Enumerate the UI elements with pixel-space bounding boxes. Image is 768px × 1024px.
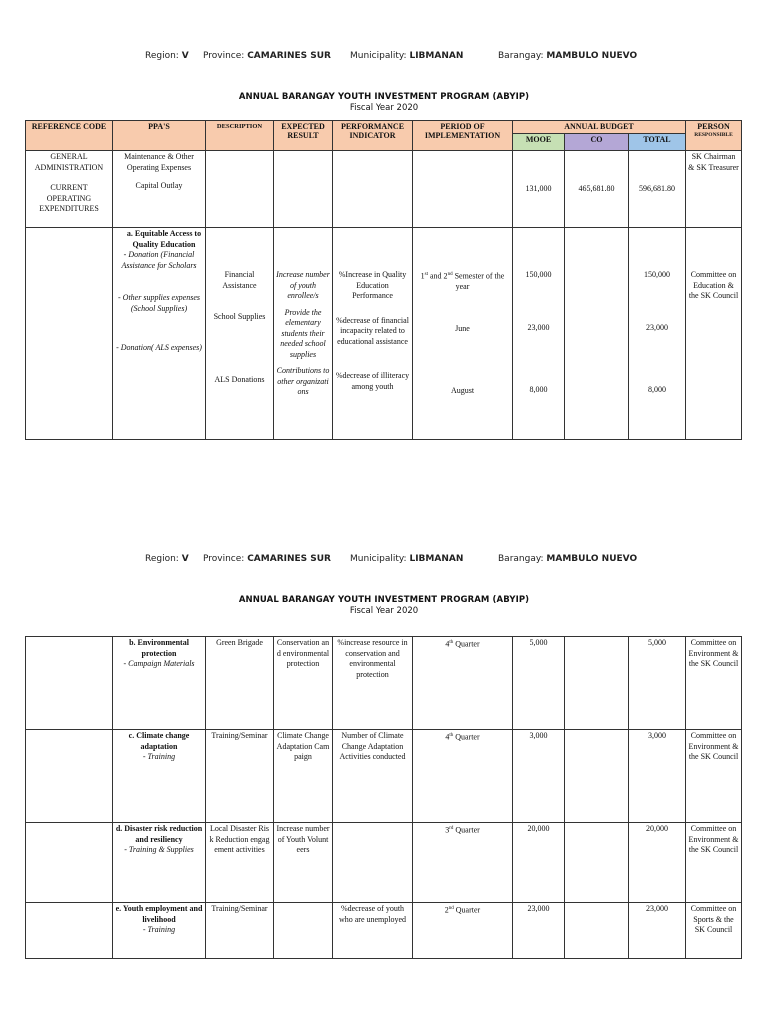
period-part: and 2 — [428, 271, 448, 281]
ppa-item: - Campaign Materials — [123, 659, 195, 668]
person-value: Committee on Education & the SK Council — [688, 270, 739, 300]
description-cell — [206, 151, 274, 228]
expected-cell — [274, 151, 333, 228]
mooe-cell: 131,000 — [513, 151, 565, 228]
exp-enrollees: Increase number of youth enrollee/s — [276, 270, 330, 300]
col-ppas: PPA'S — [113, 121, 206, 151]
abyip-table-continued — [25, 636, 742, 959]
col-expected-result: EXPECTED RESULT — [274, 121, 333, 151]
province-field — [203, 552, 331, 566]
period-number: 3 — [445, 825, 450, 835]
municipality-field — [350, 49, 463, 63]
co-cell — [565, 730, 629, 823]
co-cell — [565, 637, 629, 730]
person-cell: Committee on Sports & the SK Council — [686, 903, 742, 959]
location-header — [0, 49, 768, 63]
period-label: Quarter — [453, 825, 480, 835]
mooe-cell: 23,000 — [513, 903, 565, 959]
period-part: 1 — [420, 271, 425, 281]
period-label: Quarter — [453, 732, 480, 742]
document-title: ANNUAL BARANGAY YOUTH INVESTMENT PROGRAM (ABYIP) — [238, 595, 530, 605]
col-person-responsible — [686, 121, 742, 151]
performance-cell: %decrease of youth who are unemployed — [333, 903, 413, 959]
ppa-cell — [113, 730, 206, 823]
period-august: August — [450, 386, 475, 396]
period-label: Quarter — [453, 639, 480, 649]
region-field — [145, 552, 189, 566]
period-cell — [413, 151, 513, 228]
municipality-value: LIBMANAN — [409, 51, 464, 61]
period-june: June — [455, 323, 470, 333]
period-part: Semester of the year — [452, 271, 505, 292]
table-row — [26, 823, 742, 903]
region-label: Region: — [145, 51, 179, 61]
table-row — [26, 903, 742, 959]
col-description: DESCRIPTION — [206, 121, 274, 151]
col-performance-indicator: PERFORMANCE INDICATOR — [333, 121, 413, 151]
desc-financial-assistance: Financial Assistance — [222, 270, 257, 290]
period-cell — [413, 823, 513, 903]
ref-code-cell — [26, 151, 113, 228]
expected-cell: Climate Change Adaptation Campaign — [274, 730, 333, 823]
desc-school-supplies: School Supplies — [213, 312, 266, 321]
ref-code-cell — [26, 903, 113, 959]
mooe-value: 8,000 — [529, 385, 548, 394]
person-header: PERSON — [697, 122, 730, 131]
ppa-item: - Training & Supplies — [124, 845, 194, 854]
total-cell: 596,681.80 — [629, 151, 686, 228]
period-cell — [413, 228, 513, 440]
period-label: Quarter — [453, 905, 481, 915]
ref-code-cell — [26, 730, 113, 823]
period-suffix: th — [449, 640, 454, 645]
ref-code-cell — [26, 637, 113, 730]
ppa-cell — [113, 228, 206, 440]
total-value: 23,000 — [646, 322, 668, 332]
expected-cell: Conservation and environmental protection — [274, 637, 333, 730]
co-cell — [565, 903, 629, 959]
municipality-value: LIBMANAN — [409, 554, 464, 564]
description-cell: Local Disaster Risk Reduction engagement activities — [206, 823, 274, 903]
province-value: CAMARINES SUR — [247, 51, 331, 61]
ref-current-operating: CURRENT OPERATING EXPENDITURES — [39, 183, 99, 213]
total-value: 150,000 — [644, 270, 670, 279]
ppa-cell — [113, 823, 206, 903]
period-number: 2 — [444, 905, 449, 915]
ppa-school-supplies: - Other supplies expenses (School Supplies) — [118, 293, 200, 313]
person-cell — [686, 228, 742, 440]
period-sup: st — [424, 272, 428, 277]
barangay-label: Barangay: — [498, 554, 544, 564]
person-cell: Committee on Environment & the SK Council — [686, 637, 742, 730]
province-value: CAMARINES SUR — [247, 554, 331, 564]
performance-cell — [333, 151, 413, 228]
co-cell — [565, 228, 629, 440]
performance-cell — [333, 228, 413, 440]
ppa-cell — [113, 903, 206, 959]
barangay-field — [498, 552, 637, 566]
region-value: V — [181, 51, 189, 61]
barangay-field — [498, 49, 637, 63]
province-label: Province: — [203, 554, 245, 564]
performance-cell: %increase resource in conservation and environmental protection — [333, 637, 413, 730]
region-value: V — [181, 554, 189, 564]
col-period: PERIOD OF IMPLEMENTATION — [413, 121, 513, 151]
mooe-value: 23,000 — [527, 322, 550, 332]
perf-financial-incapacity: %decrease of financial incapacity related to educational assistance — [336, 315, 409, 346]
description-cell: Training/Seminar — [206, 903, 274, 959]
ppa-heading: e. Youth employment and livelihood — [115, 904, 203, 924]
description-cell: Green Brigade — [206, 637, 274, 730]
period-cell — [413, 903, 513, 959]
ppa-cell — [113, 637, 206, 730]
expected-cell — [274, 903, 333, 959]
total-cell: 5,000 — [629, 637, 686, 730]
header-row — [26, 121, 742, 134]
table-row — [26, 730, 742, 823]
col-mooe: MOOE — [513, 134, 565, 151]
table-row — [26, 228, 742, 440]
barangay-value: MAMBULO NUEVO — [546, 51, 638, 61]
document-title: ANNUAL BARANGAY YOUTH INVESTMENT PROGRAM (ABYIP) — [238, 92, 530, 102]
responsible-header: RESPONSIBLE — [694, 132, 733, 138]
mooe-value: 150,000 — [525, 270, 552, 279]
period-sup: nd — [447, 272, 453, 277]
col-annual-budget: ANNUAL BUDGET — [513, 121, 686, 134]
total-cell: 20,000 — [629, 823, 686, 903]
total-cell — [629, 228, 686, 440]
person-cell: SK Chairman & SK Treasurer — [686, 151, 742, 228]
period-number: 4 — [445, 732, 450, 742]
municipality-field — [350, 552, 463, 566]
ref-general-admin: GENERAL ADMINISTRATION — [34, 152, 104, 172]
total-cell: 3,000 — [629, 730, 686, 823]
ppa-education-heading: a. Equitable Access to Quality Education — [126, 229, 202, 249]
ref-code-cell — [26, 823, 113, 903]
ppa-heading: b. Environmental protection — [129, 638, 189, 658]
description-cell — [206, 228, 274, 440]
mooe-cell — [513, 228, 565, 440]
col-total: TOTAL — [629, 134, 686, 151]
location-header — [0, 552, 768, 566]
period-cell — [413, 730, 513, 823]
document-subtitle: Fiscal Year 2020 — [349, 606, 419, 616]
period-number: 4 — [445, 639, 450, 649]
province-label: Province: — [203, 51, 245, 61]
province-field — [203, 49, 331, 63]
desc-als-donations: ALS Donations — [214, 374, 265, 384]
mooe-cell: 20,000 — [513, 823, 565, 903]
ppa-capital-outlay: Capital Outlay — [135, 181, 183, 190]
perf-illiteracy: %decrease of illiteracy among youth — [335, 371, 410, 391]
document-subtitle: Fiscal Year 2020 — [349, 103, 419, 113]
co-cell: 465,681.80 — [565, 151, 629, 228]
period-suffix: rd — [449, 826, 454, 831]
period-cell — [413, 637, 513, 730]
mooe-cell: 3,000 — [513, 730, 565, 823]
exp-contributions: Contributions to other organizations — [276, 366, 330, 396]
barangay-label: Barangay: — [498, 51, 544, 61]
table-row — [26, 151, 742, 228]
municipality-label: Municipality: — [350, 554, 407, 564]
ppa-item: - Training — [142, 752, 176, 761]
expected-cell: Increase number of Youth Volunteers — [274, 823, 333, 903]
perf-quality-education: %Increase in Quality Education Performance — [338, 270, 407, 300]
description-cell: Training/Seminar — [206, 730, 274, 823]
total-value: 8,000 — [648, 385, 666, 394]
performance-cell — [333, 823, 413, 903]
barangay-value: MAMBULO NUEVO — [546, 554, 638, 564]
ppa-item: - Training — [142, 925, 176, 934]
exp-school-supplies: Provide the elementary students their needed school supplies — [280, 307, 326, 359]
region-field — [145, 49, 189, 63]
person-cell: Committee on Environment & the SK Council — [686, 730, 742, 823]
ppa-als-donation: - Donation( ALS expenses) — [116, 343, 202, 352]
col-reference-code: REFERENCE CODE — [26, 121, 113, 151]
region-label: Region: — [145, 554, 179, 564]
municipality-label: Municipality: — [350, 51, 407, 61]
co-cell — [565, 823, 629, 903]
abyip-table — [25, 120, 742, 440]
ppa-mooe: Maintenance & Other Operating Expenses — [124, 152, 194, 172]
col-co: CO — [565, 134, 629, 151]
ppa-donation-scholars: - Donation (Financial Assistance for Scholars — [121, 250, 197, 270]
performance-cell: Number of Climate Change Adaptation Activities conducted — [333, 730, 413, 823]
period-suffix: th — [449, 733, 454, 738]
table-row — [26, 637, 742, 730]
ppa-heading: d. Disaster risk reduction and resiliency — [115, 824, 203, 844]
mooe-cell: 5,000 — [513, 637, 565, 730]
ref-code-cell — [26, 228, 113, 440]
ppa-heading: c. Climate change adaptation — [128, 731, 190, 751]
total-cell: 23,000 — [629, 903, 686, 959]
person-cell: Committee on Environment & the SK Council — [686, 823, 742, 903]
period-semesters — [415, 270, 510, 293]
expected-cell — [274, 228, 333, 440]
ppa-cell — [113, 151, 206, 228]
period-suffix: nd — [448, 906, 454, 911]
